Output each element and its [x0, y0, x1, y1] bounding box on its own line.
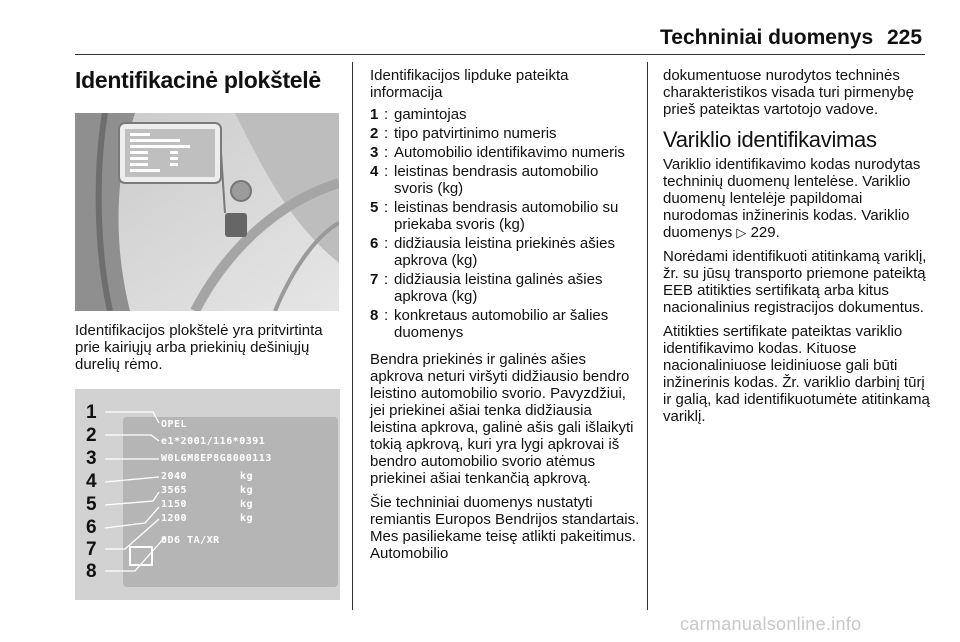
list-item: [370, 271, 640, 305]
list-text: didžiausia leistina galinės ašies apkrova (kg): [394, 271, 603, 305]
list-number: 7: [370, 271, 379, 288]
photo-caption: Identifikacijos plokštelė yra pritvirtinta prie kairiųjų arba priekinių dešiniųjų durelių rėmo.: [75, 322, 323, 373]
callout-7: 7: [86, 539, 97, 560]
list-item: [370, 235, 640, 269]
list-text: leistinas bendrasis automobilio su priekaba svoris (kg): [394, 199, 619, 233]
callout-1: 1: [86, 402, 97, 423]
column-divider-left: [352, 62, 353, 610]
list-intro: Identifikacijos lipduke pateikta informacija: [370, 67, 569, 101]
label-specific-data: 0D6 TA/XR: [161, 535, 220, 546]
callout-6: 6: [86, 517, 97, 538]
list-number: 5: [370, 199, 379, 216]
continued-paragraph: dokumentuose nurodytos techninės charakteristikos visada turi pirmenybę prieš pateiktas vartotojo vadove.: [663, 67, 914, 118]
list-item: [370, 106, 640, 123]
list-item: [370, 144, 640, 161]
list-number: 8: [370, 307, 379, 324]
watermark: carmanualsonline.info: [680, 614, 862, 634]
label-info-list: [370, 106, 640, 341]
label-unit: kg: [240, 513, 254, 524]
list-colon: :: [384, 271, 389, 288]
section-title: Identifikacinė plokštelė: [75, 67, 321, 93]
label-type-approval: e1*2001/116*0391: [161, 436, 266, 447]
list-colon: :: [384, 199, 389, 216]
list-text: Automobilio identifikavimo numeris: [394, 144, 625, 161]
list-text: didžiausia leistina priekinės ašies apkrova (kg): [394, 235, 615, 269]
callout-8: 8: [86, 561, 97, 582]
section-title: Variklio identifikavimas: [663, 127, 877, 152]
list-text: leistinas bendrasis automobilio svoris (kg): [394, 163, 599, 197]
standards-paragraph: Šie techniniai duomenys nustatyti remiantis Europos Bendrijos standartais. Mes pasiliekame teisę atlikti pakeitimus. Automobilio: [370, 494, 640, 562]
identification-label-image: [75, 389, 340, 600]
callout-5: 5: [86, 494, 97, 515]
list-number: 1: [370, 106, 379, 123]
label-train-weight: 3565: [161, 485, 188, 496]
label-unit: kg: [240, 499, 254, 510]
conformity-paragraph: Atitikties sertifikate pateiktas variklio identifikavimo kodas. Kituose nacionaliniuose leidiniuose gali būti inžinerinis kodas. Žr. variklio darbinį tūrį ir galią, kad identifikuotumėte atitinkamą variklį.: [663, 323, 930, 425]
engine-code-paragraph: [663, 156, 933, 241]
header-title: Techniniai duomenys: [660, 26, 874, 49]
label-gross-weight: 2040: [161, 471, 188, 482]
page-number: 225: [887, 26, 923, 49]
list-item: [370, 163, 640, 197]
engine-code-text: Variklio identifikavimo kodas nurodytas techninių duomenų lentelėse. Variklio duomenų lentelėje papildomai nurodomas inžinerinis kodas. Variklio duomenys: [663, 156, 921, 241]
certificate-paragraph: Norėdami identifikuoti atitinkamą variklį, žr. su jūsų transporto priemone pateiktą EEB atitikties sertifikatą arba kitus nacionalinius registracijos dokumentus.: [663, 248, 927, 316]
door-frame-photo: [75, 113, 339, 311]
label-rear-axle: 1200: [161, 513, 188, 524]
callout-4: 4: [86, 471, 97, 492]
list-item: [370, 199, 640, 233]
column-3: [663, 67, 933, 432]
label-unit: kg: [240, 485, 254, 496]
list-number: 6: [370, 235, 379, 252]
list-text: gamintojas: [394, 106, 467, 123]
column-divider-right: [647, 62, 648, 610]
callout-2: 2: [86, 425, 97, 446]
list-colon: :: [384, 125, 389, 142]
list-number: 4: [370, 163, 379, 180]
list-colon: :: [384, 163, 389, 180]
label-unit: kg: [240, 471, 254, 482]
label-vin: W0LGM8EP8G8000113: [161, 453, 272, 464]
callout-3: 3: [86, 448, 97, 469]
page-reference-icon[interactable]: ▷: [736, 225, 747, 240]
label-front-axle: 1150: [161, 499, 188, 510]
header-rule: [75, 54, 925, 55]
list-colon: :: [384, 235, 389, 252]
list-number: 3: [370, 144, 379, 161]
list-text: tipo patvirtinimo numeris: [394, 125, 557, 142]
list-text: konkretaus automobilio ar šalies duomenys: [394, 307, 609, 341]
list-item: [370, 125, 640, 142]
column-2: [370, 67, 640, 569]
list-colon: :: [384, 106, 389, 123]
list-item: [370, 307, 640, 341]
list-number: 2: [370, 125, 379, 142]
page-reference[interactable]: 229.: [750, 224, 780, 241]
label-manufacturer: OPEL: [161, 419, 188, 430]
list-colon: :: [384, 307, 389, 324]
list-colon: :: [384, 144, 389, 161]
axle-load-paragraph: Bendra priekinės ir galinės ašies apkrova neturi viršyti didžiausio bendro leistino automobilio svorio. Pavyzdžiui, jei priekinei ašiai tenka didžiausia leistina apkrova, galinė ašis gali išlaikyti tokią apkrovą, kuri yra lygi apkrovai iš bendro automobilio svorio atėmus priekinei ašiai tenkančią apkrovą.: [370, 351, 634, 487]
